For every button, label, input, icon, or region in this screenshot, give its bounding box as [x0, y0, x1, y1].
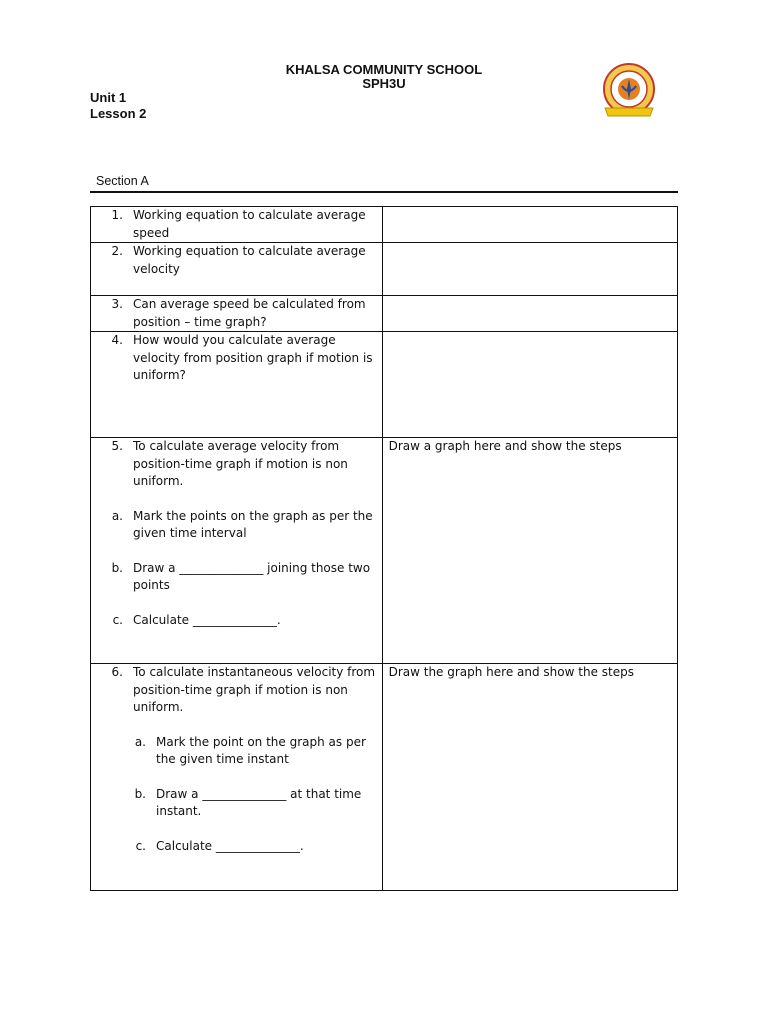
question-number: 5. [111, 439, 123, 453]
answer-cell[interactable] [382, 296, 677, 332]
question-text: Can average speed be calculated from position – time graph? [133, 297, 366, 329]
answer-cell[interactable] [382, 332, 677, 438]
step-label: c. [135, 838, 146, 853]
question-text: How would you calculate average velocity from position graph if motion is uniform? [133, 333, 373, 382]
question-cell [91, 296, 383, 332]
section-label: Section A [96, 174, 149, 188]
unit-label: Unit 1 [90, 90, 127, 105]
table-row [91, 243, 678, 296]
step-label: c. [112, 612, 123, 627]
question-text: To calculate instantaneous velocity from position-time graph if motion is non uniform. [133, 665, 376, 714]
question-number: 4. [111, 333, 123, 347]
step-text: Mark the point on the graph as per the given time instant [156, 734, 366, 766]
step-label: b. [111, 560, 123, 575]
step-text: Calculate ______________. [156, 838, 304, 853]
table-row [91, 296, 678, 332]
answer-instruction: Draw the graph here and show the steps [388, 665, 634, 679]
table-row [91, 664, 678, 891]
section-divider [90, 191, 678, 193]
question-cell [91, 664, 383, 891]
question-number: 6. [111, 665, 123, 679]
question-number: 1. [111, 208, 123, 222]
step-text: Draw a ______________ at that time instant. [156, 786, 362, 818]
question-cell [91, 207, 383, 243]
course-code: SPH3U [362, 76, 406, 91]
question-number: 2. [111, 244, 123, 258]
answer-cell[interactable] [382, 207, 677, 243]
school-logo [600, 62, 658, 122]
table-row [91, 207, 678, 243]
step-label: b. [134, 786, 146, 801]
question-cell [91, 332, 383, 438]
question-cell [91, 438, 383, 664]
step-item [91, 786, 382, 821]
answer-cell[interactable] [382, 243, 677, 296]
question-cell [91, 243, 383, 296]
question-text: Working equation to calculate average speed [133, 208, 366, 240]
question-text: Working equation to calculate average velocity [133, 244, 366, 276]
lesson-label: Lesson 2 [90, 106, 147, 121]
step-text: Draw a ______________ joining those two points [133, 560, 371, 592]
school-name: KHALSA COMMUNITY SCHOOL [285, 62, 483, 77]
answer-cell[interactable] [382, 438, 677, 664]
question-number: 3. [111, 297, 123, 311]
table-row [91, 332, 678, 438]
step-text: Mark the points on the graph as per the given time interval [133, 508, 373, 540]
answer-instruction: Draw a graph here and show the steps [388, 439, 622, 453]
step-text: Calculate ______________. [133, 612, 281, 627]
question-text: To calculate average velocity from position-time graph if motion is non uniform. [133, 439, 348, 488]
answer-cell[interactable] [382, 664, 677, 891]
step-item [91, 734, 382, 769]
step-item [91, 560, 382, 595]
step-label: a. [134, 734, 146, 749]
table-row [91, 438, 678, 664]
questions-table [90, 206, 678, 891]
step-item [91, 838, 382, 856]
step-label: a. [111, 508, 123, 523]
step-item [91, 508, 382, 543]
step-item [91, 612, 382, 630]
